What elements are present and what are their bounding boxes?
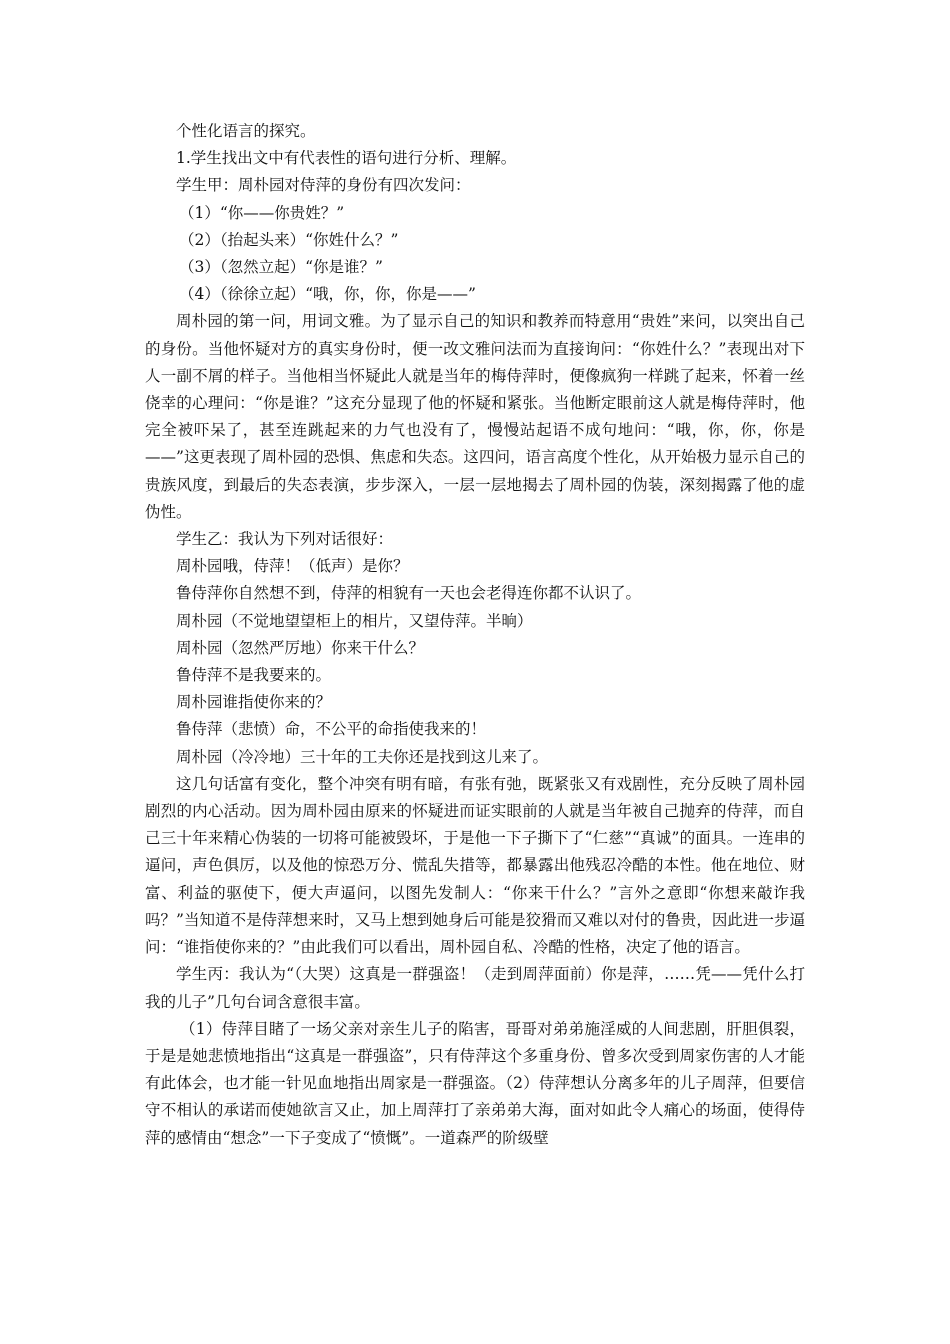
dialogue-line: 鲁侍萍你自然想不到，侍萍的相貌有一天也会老得连你都不认识了。: [176, 584, 642, 603]
paragraph: （1）侍萍目睹了一场父亲对亲生儿子的陷害，哥哥对弟弟施淫威的人间悲剧，肝胆俱裂，于是是她悲愤地指出“这真是一群强盗”，只有侍萍这个多重身份、曾多次受到周家伤害的人才能有此体会，也才能一针见血地指出周家是一群强盗。（2）侍萍想认分离多年的儿子周萍，但要信守不相认的承诺而使她欲言又止，加上周萍打了亲弟弟大海，面对如此令人痛心的场面，使得侍萍的感情由“想念”一下子变成了“愤慨”。一道森严的阶级壁: [145, 1019, 805, 1147]
question-item: （2）（抬起头来）“你姓什么？”: [179, 230, 399, 249]
question-item: （1）“你——你贵姓？”: [179, 203, 345, 222]
paragraph: 学生乙：我认为下列对话很好：: [176, 530, 394, 549]
dialogue-line: 周朴园（冷冷地）三十年的工夫你还是找到这儿来了。: [176, 747, 549, 766]
dialogue-line: 周朴园哦，侍萍！（低声）是你？: [176, 557, 409, 576]
question-item: （4）（徐徐立起）“哦，你，你，你是——”: [179, 285, 476, 304]
paragraph: 个性化语言的探究。: [176, 122, 316, 140]
question-item: （3）（忽然立起）“你是谁？”: [179, 258, 383, 277]
paragraph: 学生甲：周朴园对侍萍的身份有四次发问：: [176, 176, 471, 195]
dialogue-line: 鲁侍萍不是我要来的。: [176, 666, 332, 685]
document-body: [145, 118, 805, 1152]
dialogue-line: 鲁侍萍（悲愤）命，不公平的命指使我来的！: [176, 720, 487, 739]
paragraph: 1.学生找出文中有代表性的语句进行分析、理解。: [176, 149, 517, 168]
dialogue-line: 周朴园（不觉地望望柜上的相片，又望侍萍。半晌）: [176, 611, 533, 630]
paragraph: 周朴园的第一问，用词文雅。为了显示自己的知识和教养而特意用“贵姓”来问，以突出自己的身份。当他怀疑对方的真实身份时，便一改文雅问法而为直接询问：“你姓什么？”表现出对下人一副不屑的样子。当他相当怀疑此人就是当年的梅侍萍时，便像疯狗一样跳了起来，怀着一丝侥幸的心理问：“你是谁？”这充分显现了他的怀疑和紧张。当他断定眼前这人就是梅侍萍时，他完全被吓呆了，甚至连跳起来的力气也没有了，慢慢站起语不成句地问：“哦，你，你，你是——”这更表现了周朴园的恐惧、焦虑和失态。这四问，语言高度个性化，从开始极力显示自己的贵族风度，到最后的失态表演，步步深入，一层一层地揭去了周朴园的伪装，深刻揭露了他的虚伪性。: [145, 312, 805, 521]
dialogue-line: 周朴园谁指使你来的？: [176, 693, 332, 712]
paragraph: 这几句话富有变化，整个冲突有明有暗，有张有弛，既紧张又有戏剧性，充分反映了周朴园剧烈的内心活动。因为周朴园由原来的怀疑进而证实眼前的人就是当年被自己抛弃的侍萍，而自己三十年来精心伪装的一切将可能被毁坏，于是他一下子撕下了“仁慈”“真诚”的面具。一连串的逼问，声色俱厉，以及他的惊恐万分、慌乱失措等，都暴露出他残忍冷酷的本性。他在地位、财富、利益的驱使下，便大声逼问，以图先发制人：“你来干什么？”言外之意即“你想来敲诈我吗？”当知道不是侍萍想来时，又马上想到她身后可能是狡猾而又难以对付的鲁贵，因此进一步逼问：“谁指使你来的？”由此我们可以看出，周朴园自私、冷酷的性格，决定了他的语言。: [145, 774, 805, 957]
paragraph: 学生丙：我认为“（大哭）这真是一群强盗！（走到周萍面前）你是萍，……凭——凭什么打我的儿子”几句台词含意很丰富。: [145, 965, 805, 1011]
dialogue-line: 周朴园（忽然严厉地）你来干什么？: [176, 638, 425, 657]
